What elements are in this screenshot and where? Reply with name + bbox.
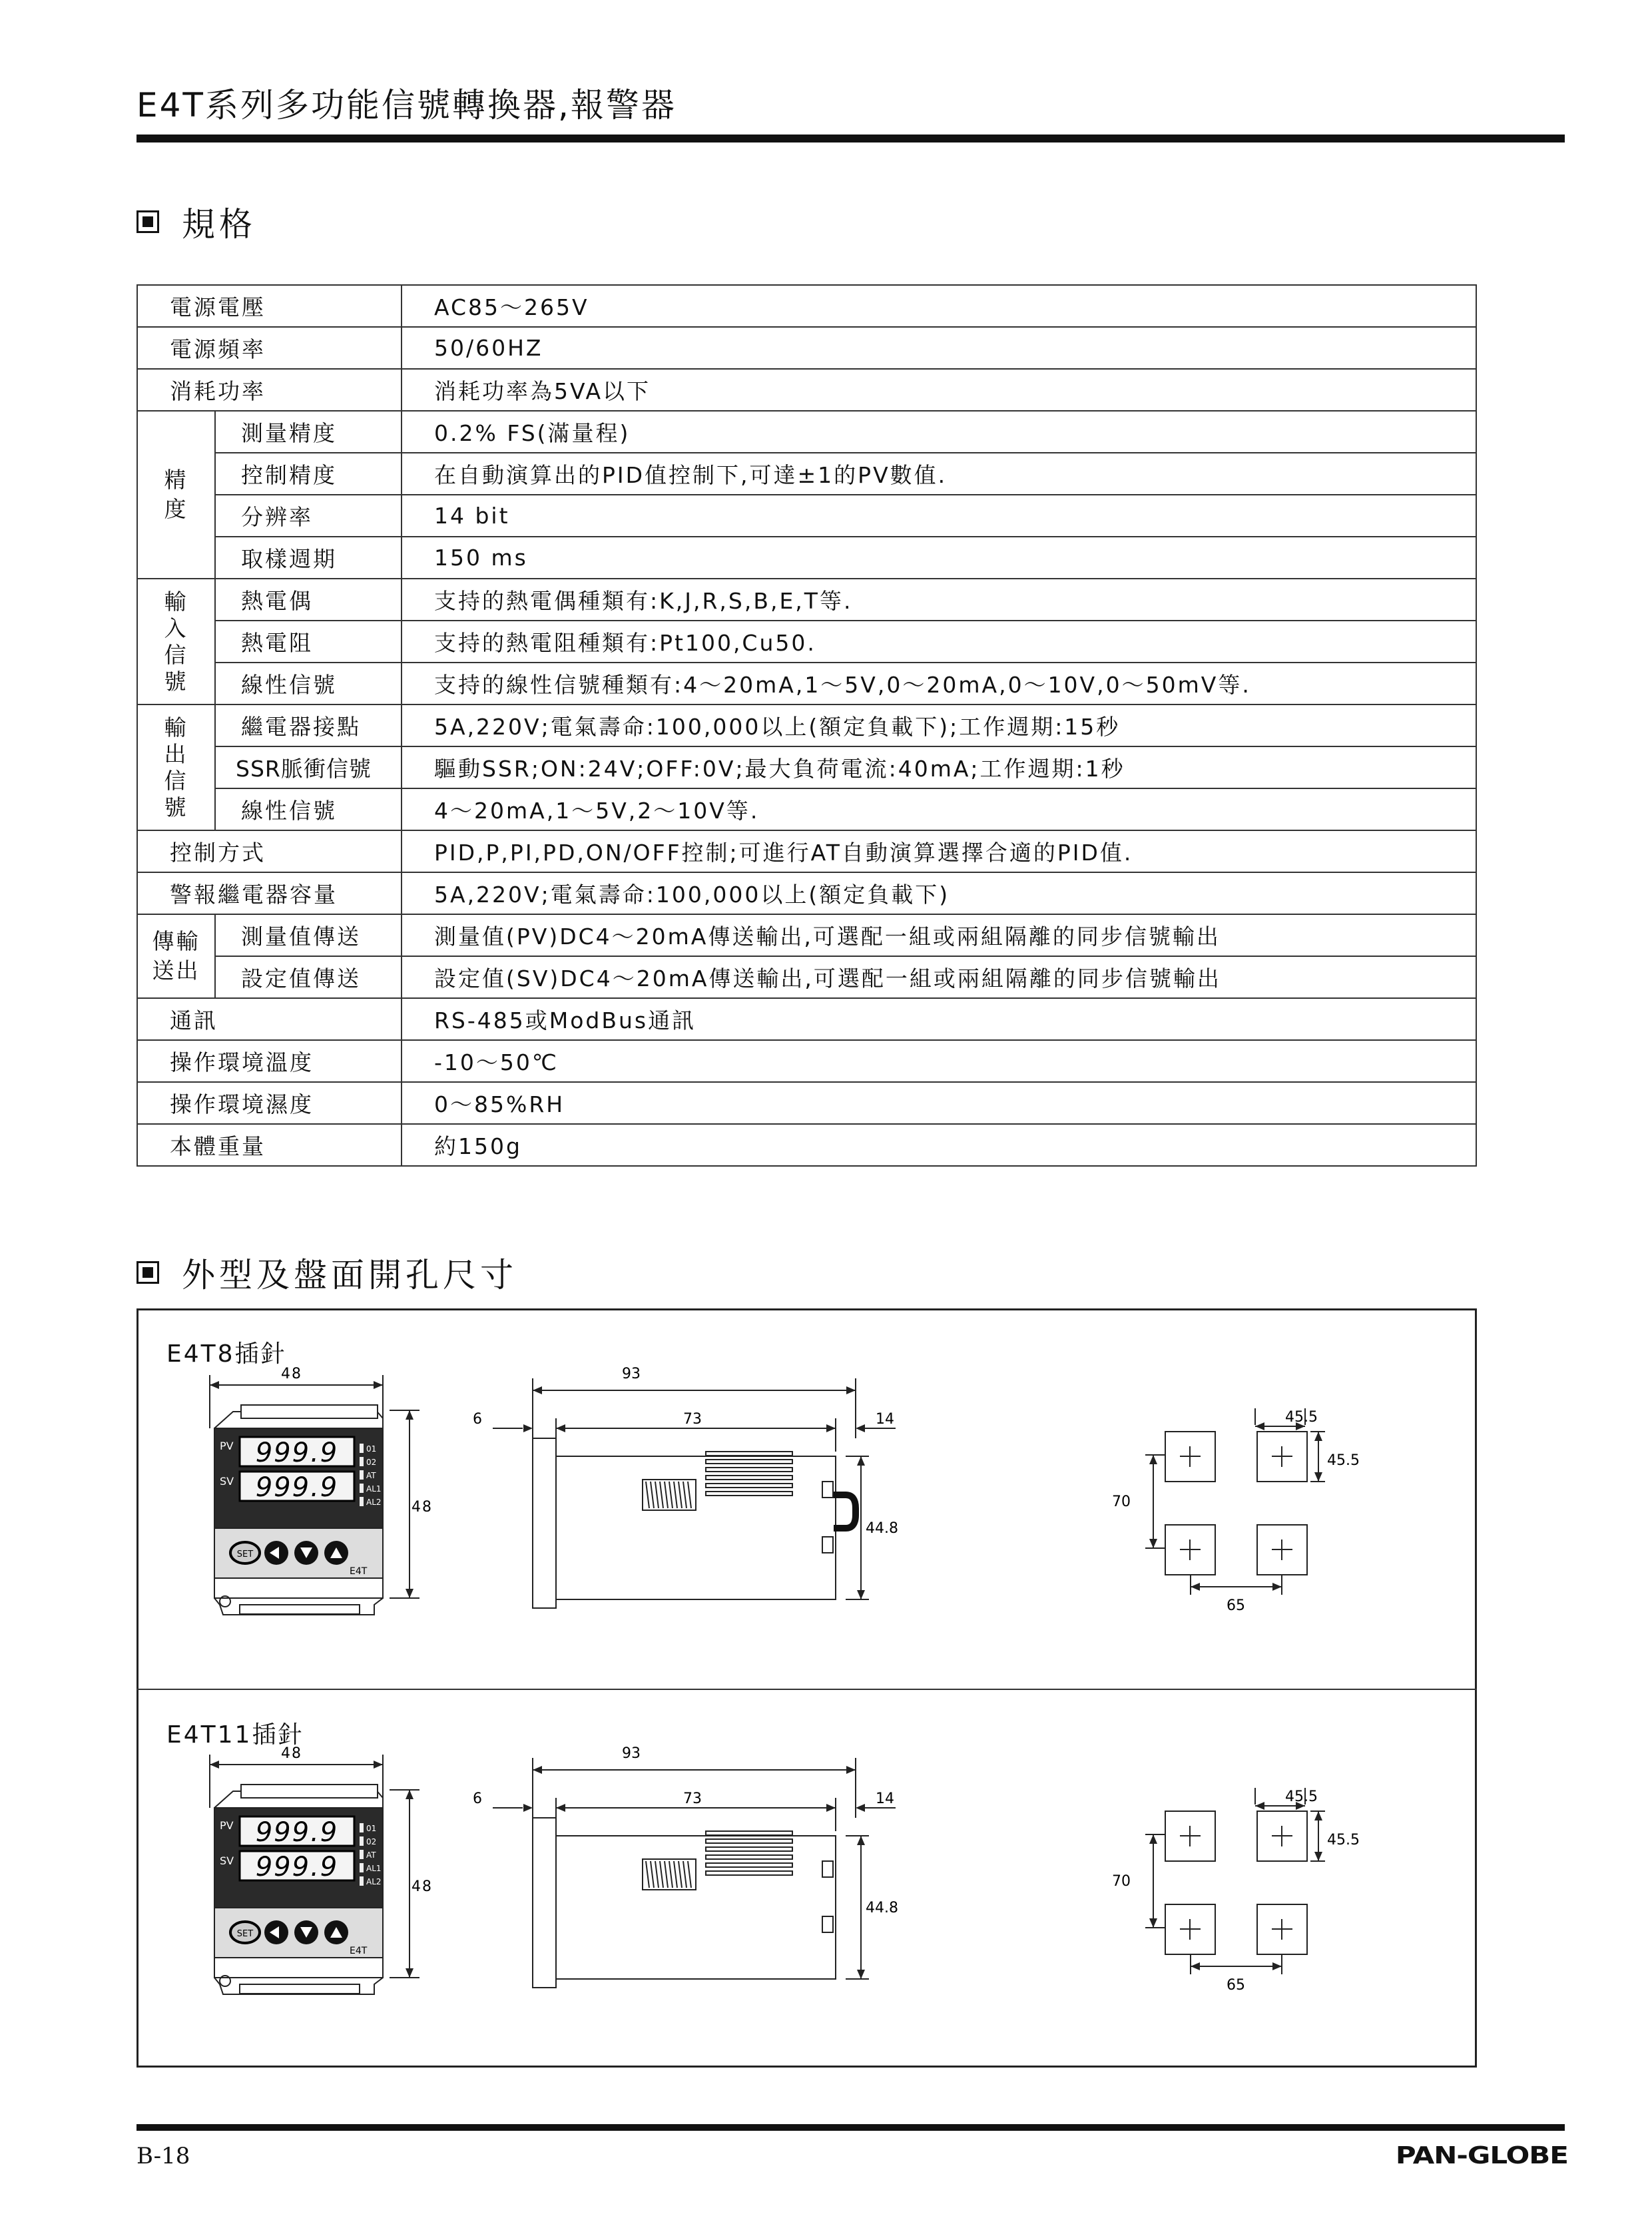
- svg-text:AL2: AL2: [366, 1498, 382, 1507]
- svg-text:48: 48: [412, 1499, 433, 1516]
- panel-cutout-drawing: [1105, 1745, 1372, 2011]
- svg-text:73: 73: [683, 1411, 702, 1428]
- svg-text:E4T: E4T: [350, 1946, 368, 1956]
- table-row: [137, 998, 1476, 1040]
- svg-text:01: 01: [366, 1444, 377, 1454]
- svg-text:93: 93: [622, 1745, 641, 1762]
- spec-value: RS-485或ModBus通訊: [402, 998, 1476, 1040]
- spec-label: 消耗功率: [137, 369, 402, 411]
- svg-text:SV: SV: [220, 1854, 234, 1867]
- svg-text:70: 70: [1112, 1494, 1131, 1510]
- spec-group-input: 輸入信號: [137, 579, 215, 704]
- section-dims-label: 外型及盤面開孔尺寸: [182, 1256, 517, 1294]
- table-row: [137, 1124, 1476, 1166]
- svg-text:44.8: 44.8: [866, 1520, 898, 1537]
- svg-text:02: 02: [366, 1458, 377, 1467]
- table-row: [137, 830, 1476, 872]
- spec-value: -10～50℃: [402, 1040, 1476, 1082]
- svg-text:45.5: 45.5: [1285, 1409, 1318, 1426]
- spec-value: 支持的線性信號種類有:4～20mA,1～5V,0～20mA,0～10V,0～50mV等.: [402, 663, 1476, 704]
- table-row: [137, 621, 1476, 663]
- spec-value: 4～20mA,1～5V,2～10V等.: [402, 788, 1476, 830]
- brand-logo: PAN-GLOBE: [1395, 2141, 1568, 2169]
- spec-value: 0.2% FS(滿量程): [402, 411, 1476, 453]
- svg-text:E4T: E4T: [350, 1566, 368, 1577]
- dimension-divider: [137, 1689, 1477, 1690]
- spec-table: [137, 284, 1477, 1167]
- table-row: [137, 746, 1476, 788]
- spec-label: 取樣週期: [215, 537, 402, 579]
- spec-value: 設定值(SV)DC4～20mA傳送輸出,可選配一組或兩組隔離的同步信號輸出: [402, 956, 1476, 998]
- svg-text:6: 6: [473, 1411, 482, 1428]
- svg-text:14: 14: [876, 1791, 894, 1807]
- svg-text:PV: PV: [220, 1440, 234, 1452]
- model-e4t11-label: E4T11插針: [166, 1721, 304, 1749]
- svg-text:48: 48: [412, 1878, 433, 1895]
- svg-text:999.9: 999.9: [255, 1438, 339, 1468]
- svg-text:02: 02: [366, 1837, 377, 1846]
- spec-label: 操作環境溫度: [137, 1040, 402, 1082]
- spec-label: 警報繼電器容量: [137, 872, 402, 914]
- spec-value: 50/60HZ: [402, 327, 1476, 369]
- svg-text:999.9: 999.9: [255, 1817, 339, 1848]
- svg-text:65: 65: [1227, 1597, 1245, 1614]
- title-rule: [137, 135, 1565, 142]
- table-row: [137, 285, 1476, 327]
- spec-label: SSR脈衝信號: [215, 746, 402, 788]
- document-title: E4T系列多功能信號轉換器,報警器: [137, 86, 677, 125]
- spec-label: 通訊: [137, 998, 402, 1040]
- table-row: [137, 369, 1476, 411]
- front-view-drawing: [200, 1745, 453, 2011]
- spec-label: 電源頻率: [137, 327, 402, 369]
- side-view-drawing: [473, 1365, 1025, 1631]
- svg-text:SV: SV: [220, 1475, 234, 1488]
- spec-label: 線性信號: [215, 788, 402, 830]
- spec-label: 熱電阻: [215, 621, 402, 663]
- spec-label: 測量值傳送: [215, 914, 402, 956]
- table-row: [137, 1082, 1476, 1124]
- table-row: [137, 537, 1476, 579]
- svg-text:AT: AT: [366, 1850, 376, 1860]
- side-view-drawing: [473, 1745, 1025, 2011]
- spec-value: 支持的熱電阻種類有:Pt100,Cu50.: [402, 621, 1476, 663]
- spec-label: 電源電壓: [137, 285, 402, 327]
- model-e4t8-label: E4T8插針: [166, 1340, 287, 1368]
- svg-text:6: 6: [473, 1791, 482, 1807]
- table-row: [137, 453, 1476, 495]
- table-row: [137, 411, 1476, 453]
- spec-value: 驅動SSR;ON:24V;OFF:0V;最大負荷電流:40mA;工作週期:1秒: [402, 746, 1476, 788]
- svg-text:AL1: AL1: [366, 1484, 382, 1494]
- square-bullet-icon: [137, 210, 159, 233]
- svg-text:SET: SET: [236, 1929, 254, 1939]
- svg-text:01: 01: [366, 1824, 377, 1833]
- spec-value: AC85～265V: [402, 285, 1476, 327]
- spec-label: 線性信號: [215, 663, 402, 704]
- spec-value: 5A,220V;電氣壽命:100,000以上(額定負載下): [402, 872, 1476, 914]
- spec-value: 0～85%RH: [402, 1082, 1476, 1124]
- spec-value: 約150g: [402, 1124, 1476, 1166]
- footer-rule: [137, 2124, 1565, 2131]
- svg-text:73: 73: [683, 1791, 702, 1807]
- table-row: [137, 327, 1476, 369]
- table-row: [137, 788, 1476, 830]
- spec-group-accuracy: 精度: [137, 411, 215, 579]
- svg-text:48: 48: [281, 1366, 302, 1382]
- spec-label: 繼電器接點: [215, 704, 402, 746]
- spec-label: 設定值傳送: [215, 956, 402, 998]
- svg-text:44.8: 44.8: [866, 1900, 898, 1916]
- table-row: [137, 872, 1476, 914]
- table-row: [137, 663, 1476, 704]
- page-number: B-18: [137, 2143, 190, 2169]
- spec-label: 控制方式: [137, 830, 402, 872]
- svg-text:AL1: AL1: [366, 1864, 382, 1873]
- spec-value: 150 ms: [402, 537, 1476, 579]
- spec-value: PID,P,PI,PD,ON/OFF控制;可進行AT自動演算選擇合適的PID值.: [402, 830, 1476, 872]
- svg-text:65: 65: [1227, 1977, 1245, 1994]
- svg-text:PV: PV: [220, 1819, 234, 1832]
- spec-value: 14 bit: [402, 495, 1476, 537]
- table-row: [137, 1040, 1476, 1082]
- svg-text:45.5: 45.5: [1327, 1452, 1360, 1469]
- spec-label: 熱電偶: [215, 579, 402, 621]
- svg-text:45.5: 45.5: [1285, 1789, 1318, 1805]
- square-bullet-icon: [137, 1261, 159, 1284]
- spec-label: 本體重量: [137, 1124, 402, 1166]
- svg-text:45.5: 45.5: [1327, 1832, 1360, 1848]
- svg-text:999.9: 999.9: [255, 1472, 339, 1503]
- svg-text:999.9: 999.9: [255, 1852, 339, 1882]
- table-row: [137, 704, 1476, 746]
- table-row: [137, 956, 1476, 998]
- svg-text:48: 48: [281, 1745, 302, 1762]
- svg-text:14: 14: [876, 1411, 894, 1428]
- table-row: [137, 914, 1476, 956]
- spec-label: 操作環境濕度: [137, 1082, 402, 1124]
- svg-text:SET: SET: [236, 1549, 254, 1559]
- spec-label: 分辨率: [215, 495, 402, 537]
- spec-value: 支持的熱電偶種類有:K,J,R,S,B,E,T等.: [402, 579, 1476, 621]
- spec-label: 測量精度: [215, 411, 402, 453]
- section-dims-heading: [137, 1249, 517, 1296]
- spec-group-transmit: 傳輸送出: [137, 914, 215, 998]
- section-spec-heading: [137, 198, 256, 246]
- spec-value: 5A,220V;電氣壽命:100,000以上(額定負載下);工作週期:15秒: [402, 704, 1476, 746]
- front-view-drawing: [200, 1365, 453, 1631]
- spec-label: 控制精度: [215, 453, 402, 495]
- svg-text:70: 70: [1112, 1873, 1131, 1890]
- svg-text:93: 93: [622, 1366, 641, 1382]
- svg-text:AL2: AL2: [366, 1877, 382, 1886]
- spec-value: 測量值(PV)DC4～20mA傳送輸出,可選配一組或兩組隔離的同步信號輸出: [402, 914, 1476, 956]
- spec-group-output: 輸出信號: [137, 704, 215, 830]
- panel-cutout-drawing: [1105, 1365, 1372, 1631]
- svg-text:AT: AT: [366, 1471, 376, 1480]
- section-spec-label: 規格: [182, 205, 256, 244]
- table-row: [137, 495, 1476, 537]
- table-row: [137, 579, 1476, 621]
- spec-value: 消耗功率為5VA以下: [402, 369, 1476, 411]
- spec-value: 在自動演算出的PID值控制下,可達±1的PV數值.: [402, 453, 1476, 495]
